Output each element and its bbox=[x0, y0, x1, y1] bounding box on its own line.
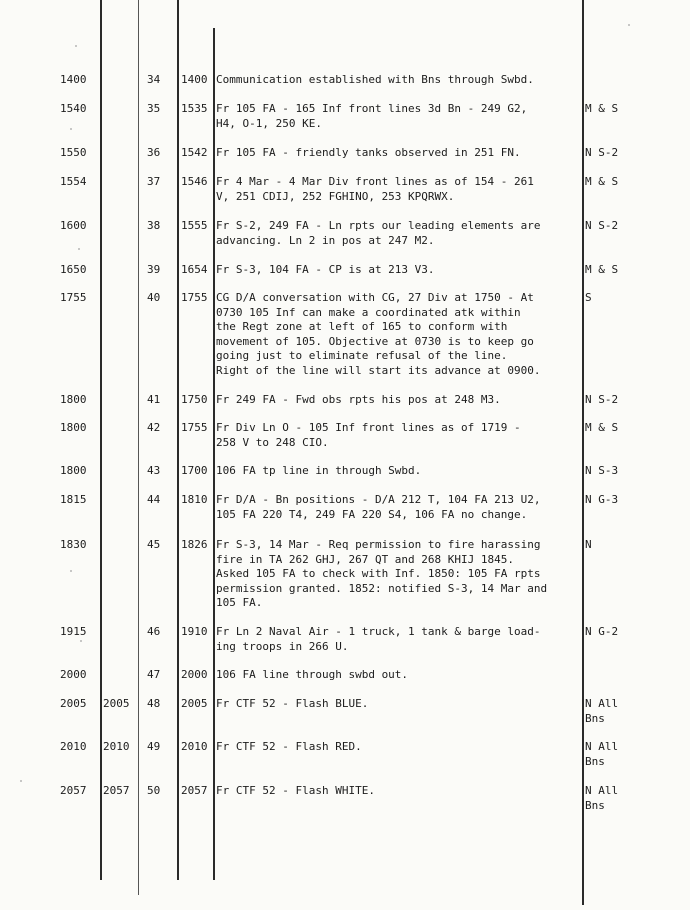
message-line: Fr S-3, 14 Mar - Req permission to fire harassing bbox=[216, 538, 541, 551]
message-line: Fr S-3, 104 FA - CP is at 213 V3. bbox=[216, 263, 435, 276]
time-field: 1755 bbox=[60, 291, 87, 304]
time-field: 1600 bbox=[60, 219, 87, 232]
action-line: Bns bbox=[585, 798, 605, 812]
message-text bbox=[216, 393, 584, 408]
action-line: N bbox=[585, 538, 592, 551]
message-text bbox=[216, 464, 584, 479]
time-sent: 2005 bbox=[181, 697, 208, 710]
scan-speck bbox=[75, 45, 77, 47]
message-line: 105 FA. bbox=[216, 596, 263, 609]
action-line: Bns bbox=[585, 754, 605, 768]
message-line: Fr Ln 2 Naval Air - 1 truck, 1 tank & barge load- bbox=[216, 625, 541, 638]
time-sent: 1750 bbox=[181, 393, 208, 406]
serial-number: 42 bbox=[147, 421, 161, 434]
time-field: 2057 bbox=[60, 784, 87, 797]
received-field: 2010 bbox=[103, 740, 130, 753]
serial-number: 39 bbox=[147, 263, 161, 276]
time-field: 1815 bbox=[60, 493, 87, 506]
message-text bbox=[216, 263, 584, 278]
message-line: Fr CTF 52 - Flash BLUE. bbox=[216, 697, 369, 710]
message-line: permission granted. 1852: notified S-3, 14 Mar and bbox=[216, 581, 548, 595]
time-sent: 1755 bbox=[181, 421, 208, 434]
time-sent: 1535 bbox=[181, 102, 208, 115]
message-line: Communication established with Bns through Swbd. bbox=[216, 73, 534, 86]
message-line: fire in TA 262 GHJ, 267 QT and 268 KHIJ 1845. bbox=[216, 552, 515, 566]
message-line: going just to eliminate refusal of the line. bbox=[216, 349, 508, 362]
action-line: N G-2 bbox=[585, 625, 619, 638]
message-line: Fr 4 Mar - 4 Mar Div front lines as of 154 - 261 bbox=[216, 175, 534, 188]
action-taken bbox=[585, 740, 618, 769]
scan-speck bbox=[70, 128, 72, 130]
column-rule bbox=[213, 28, 215, 880]
serial-number: 35 bbox=[147, 102, 161, 115]
serial-number: 37 bbox=[147, 175, 161, 188]
time-field: 1830 bbox=[60, 538, 87, 551]
serial-number: 46 bbox=[147, 625, 161, 638]
time-field: 1800 bbox=[60, 464, 87, 477]
received-field: 2057 bbox=[103, 784, 130, 797]
time-sent: 2010 bbox=[181, 740, 208, 753]
action-line: N All bbox=[585, 784, 619, 797]
action-taken bbox=[585, 175, 618, 190]
time-sent: 1910 bbox=[181, 625, 208, 638]
message-line: movement of 105. Objective at 0730 is to keep go bbox=[216, 334, 534, 348]
time-field: 1800 bbox=[60, 393, 87, 406]
message-line: 106 FA tp line in through Swbd. bbox=[216, 464, 422, 477]
action-line: N G-3 bbox=[585, 493, 619, 506]
action-line: N S-2 bbox=[585, 146, 619, 159]
serial-number: 49 bbox=[147, 740, 161, 753]
action-line: M & S bbox=[585, 263, 619, 276]
message-line: CG D/A conversation with CG, 27 Div at 1750 - At bbox=[216, 291, 534, 304]
time-field: 2010 bbox=[60, 740, 87, 753]
time-field: 1400 bbox=[60, 73, 87, 86]
message-line: Fr CTF 52 - Flash RED. bbox=[216, 740, 362, 753]
message-text bbox=[216, 493, 584, 522]
message-text bbox=[216, 73, 584, 88]
action-line: N All bbox=[585, 697, 619, 710]
message-line: Fr CTF 52 - Flash WHITE. bbox=[216, 784, 375, 797]
time-sent: 1755 bbox=[181, 291, 208, 304]
message-text bbox=[216, 740, 584, 755]
message-text bbox=[216, 538, 584, 611]
serial-number: 48 bbox=[147, 697, 161, 710]
scan-speck bbox=[70, 570, 72, 572]
message-line: Fr Div Ln O - 105 Inf front lines as of 1719 - bbox=[216, 421, 521, 434]
message-line: H4, O-1, 250 KE. bbox=[216, 116, 322, 130]
time-sent: 1826 bbox=[181, 538, 208, 551]
message-text bbox=[216, 175, 584, 204]
action-line: N S-2 bbox=[585, 393, 619, 406]
time-field: 1550 bbox=[60, 146, 87, 159]
message-text bbox=[216, 697, 584, 712]
scan-speck bbox=[628, 24, 630, 26]
serial-number: 44 bbox=[147, 493, 161, 506]
action-line: Bns bbox=[585, 711, 605, 725]
message-line: Fr 105 FA - 165 Inf front lines 3d Bn - 249 G2, bbox=[216, 102, 528, 115]
action-taken bbox=[585, 102, 618, 117]
time-field: 2005 bbox=[60, 697, 87, 710]
action-line: N S-3 bbox=[585, 464, 619, 477]
scan-speck bbox=[78, 248, 80, 250]
received-field: 2005 bbox=[103, 697, 130, 710]
action-taken bbox=[585, 393, 618, 408]
serial-number: 40 bbox=[147, 291, 161, 304]
time-sent: 1555 bbox=[181, 219, 208, 232]
time-field: 1554 bbox=[60, 175, 87, 188]
time-sent: 1542 bbox=[181, 146, 208, 159]
serial-number: 41 bbox=[147, 393, 161, 406]
action-taken bbox=[585, 784, 618, 813]
message-text bbox=[216, 668, 584, 683]
message-text bbox=[216, 291, 584, 378]
message-line: Asked 105 FA to check with Inf. 1850: 105 FA rpts bbox=[216, 567, 541, 580]
message-text bbox=[216, 421, 584, 450]
action-line: N All bbox=[585, 740, 619, 753]
serial-number: 47 bbox=[147, 668, 161, 681]
action-line: M & S bbox=[585, 421, 619, 434]
time-sent: 1400 bbox=[181, 73, 208, 86]
scan-speck bbox=[20, 780, 22, 782]
message-line: Right of the line will start its advance at 0900. bbox=[216, 363, 541, 377]
scan-speck bbox=[80, 640, 82, 642]
message-text bbox=[216, 102, 584, 131]
serial-number: 38 bbox=[147, 219, 161, 232]
message-line: 0730 105 Inf can make a coordinated atk within bbox=[216, 305, 521, 319]
action-taken bbox=[585, 421, 618, 436]
message-line: Fr D/A - Bn positions - D/A 212 T, 104 FA 213 U2, bbox=[216, 493, 541, 506]
time-field: 1650 bbox=[60, 263, 87, 276]
message-line: Fr 105 FA - friendly tanks observed in 251 FN. bbox=[216, 146, 521, 159]
time-sent: 1700 bbox=[181, 464, 208, 477]
action-line: M & S bbox=[585, 102, 619, 115]
serial-number: 45 bbox=[147, 538, 161, 551]
action-taken bbox=[585, 625, 618, 640]
column-rule bbox=[177, 0, 179, 880]
message-line: Fr 249 FA - Fwd obs rpts his pos at 248 M3. bbox=[216, 393, 501, 406]
message-line: 105 FA 220 T4, 249 FA 220 S4, 106 FA no change. bbox=[216, 507, 528, 521]
message-line: Fr S-2, 249 FA - Ln rpts our leading elements are bbox=[216, 219, 541, 232]
action-taken bbox=[585, 263, 618, 278]
message-line: ing troops in 266 U. bbox=[216, 639, 349, 653]
message-text bbox=[216, 219, 584, 248]
message-line: advancing. Ln 2 in pos at 247 M2. bbox=[216, 233, 435, 247]
time-sent: 1546 bbox=[181, 175, 208, 188]
message-text bbox=[216, 784, 584, 799]
message-line: 106 FA line through swbd out. bbox=[216, 668, 409, 681]
action-taken bbox=[585, 291, 592, 306]
serial-number: 43 bbox=[147, 464, 161, 477]
time-sent: 1654 bbox=[181, 263, 208, 276]
message-text bbox=[216, 625, 584, 654]
time-field: 1540 bbox=[60, 102, 87, 115]
action-line: M & S bbox=[585, 175, 619, 188]
message-text bbox=[216, 146, 584, 161]
message-line: 258 V to 248 CIO. bbox=[216, 435, 329, 449]
action-line: N S-2 bbox=[585, 219, 619, 232]
action-taken bbox=[585, 146, 618, 161]
time-sent: 2000 bbox=[181, 668, 208, 681]
time-field: 2000 bbox=[60, 668, 87, 681]
time-field: 1915 bbox=[60, 625, 87, 638]
action-taken bbox=[585, 538, 592, 553]
action-taken bbox=[585, 464, 618, 479]
action-taken bbox=[585, 219, 618, 234]
action-line: S bbox=[585, 291, 592, 304]
time-sent: 1810 bbox=[181, 493, 208, 506]
action-taken bbox=[585, 493, 618, 508]
action-taken bbox=[585, 697, 618, 726]
serial-number: 34 bbox=[147, 73, 161, 86]
message-line: the Regt zone at left of 165 to conform with bbox=[216, 320, 508, 333]
serial-number: 50 bbox=[147, 784, 161, 797]
time-field: 1800 bbox=[60, 421, 87, 434]
column-rule bbox=[138, 0, 139, 895]
column-rule bbox=[582, 0, 584, 905]
message-line: V, 251 CDIJ, 252 FGHINO, 253 KPQRWX. bbox=[216, 189, 455, 203]
time-sent: 2057 bbox=[181, 784, 208, 797]
serial-number: 36 bbox=[147, 146, 161, 159]
column-rule bbox=[100, 0, 102, 880]
